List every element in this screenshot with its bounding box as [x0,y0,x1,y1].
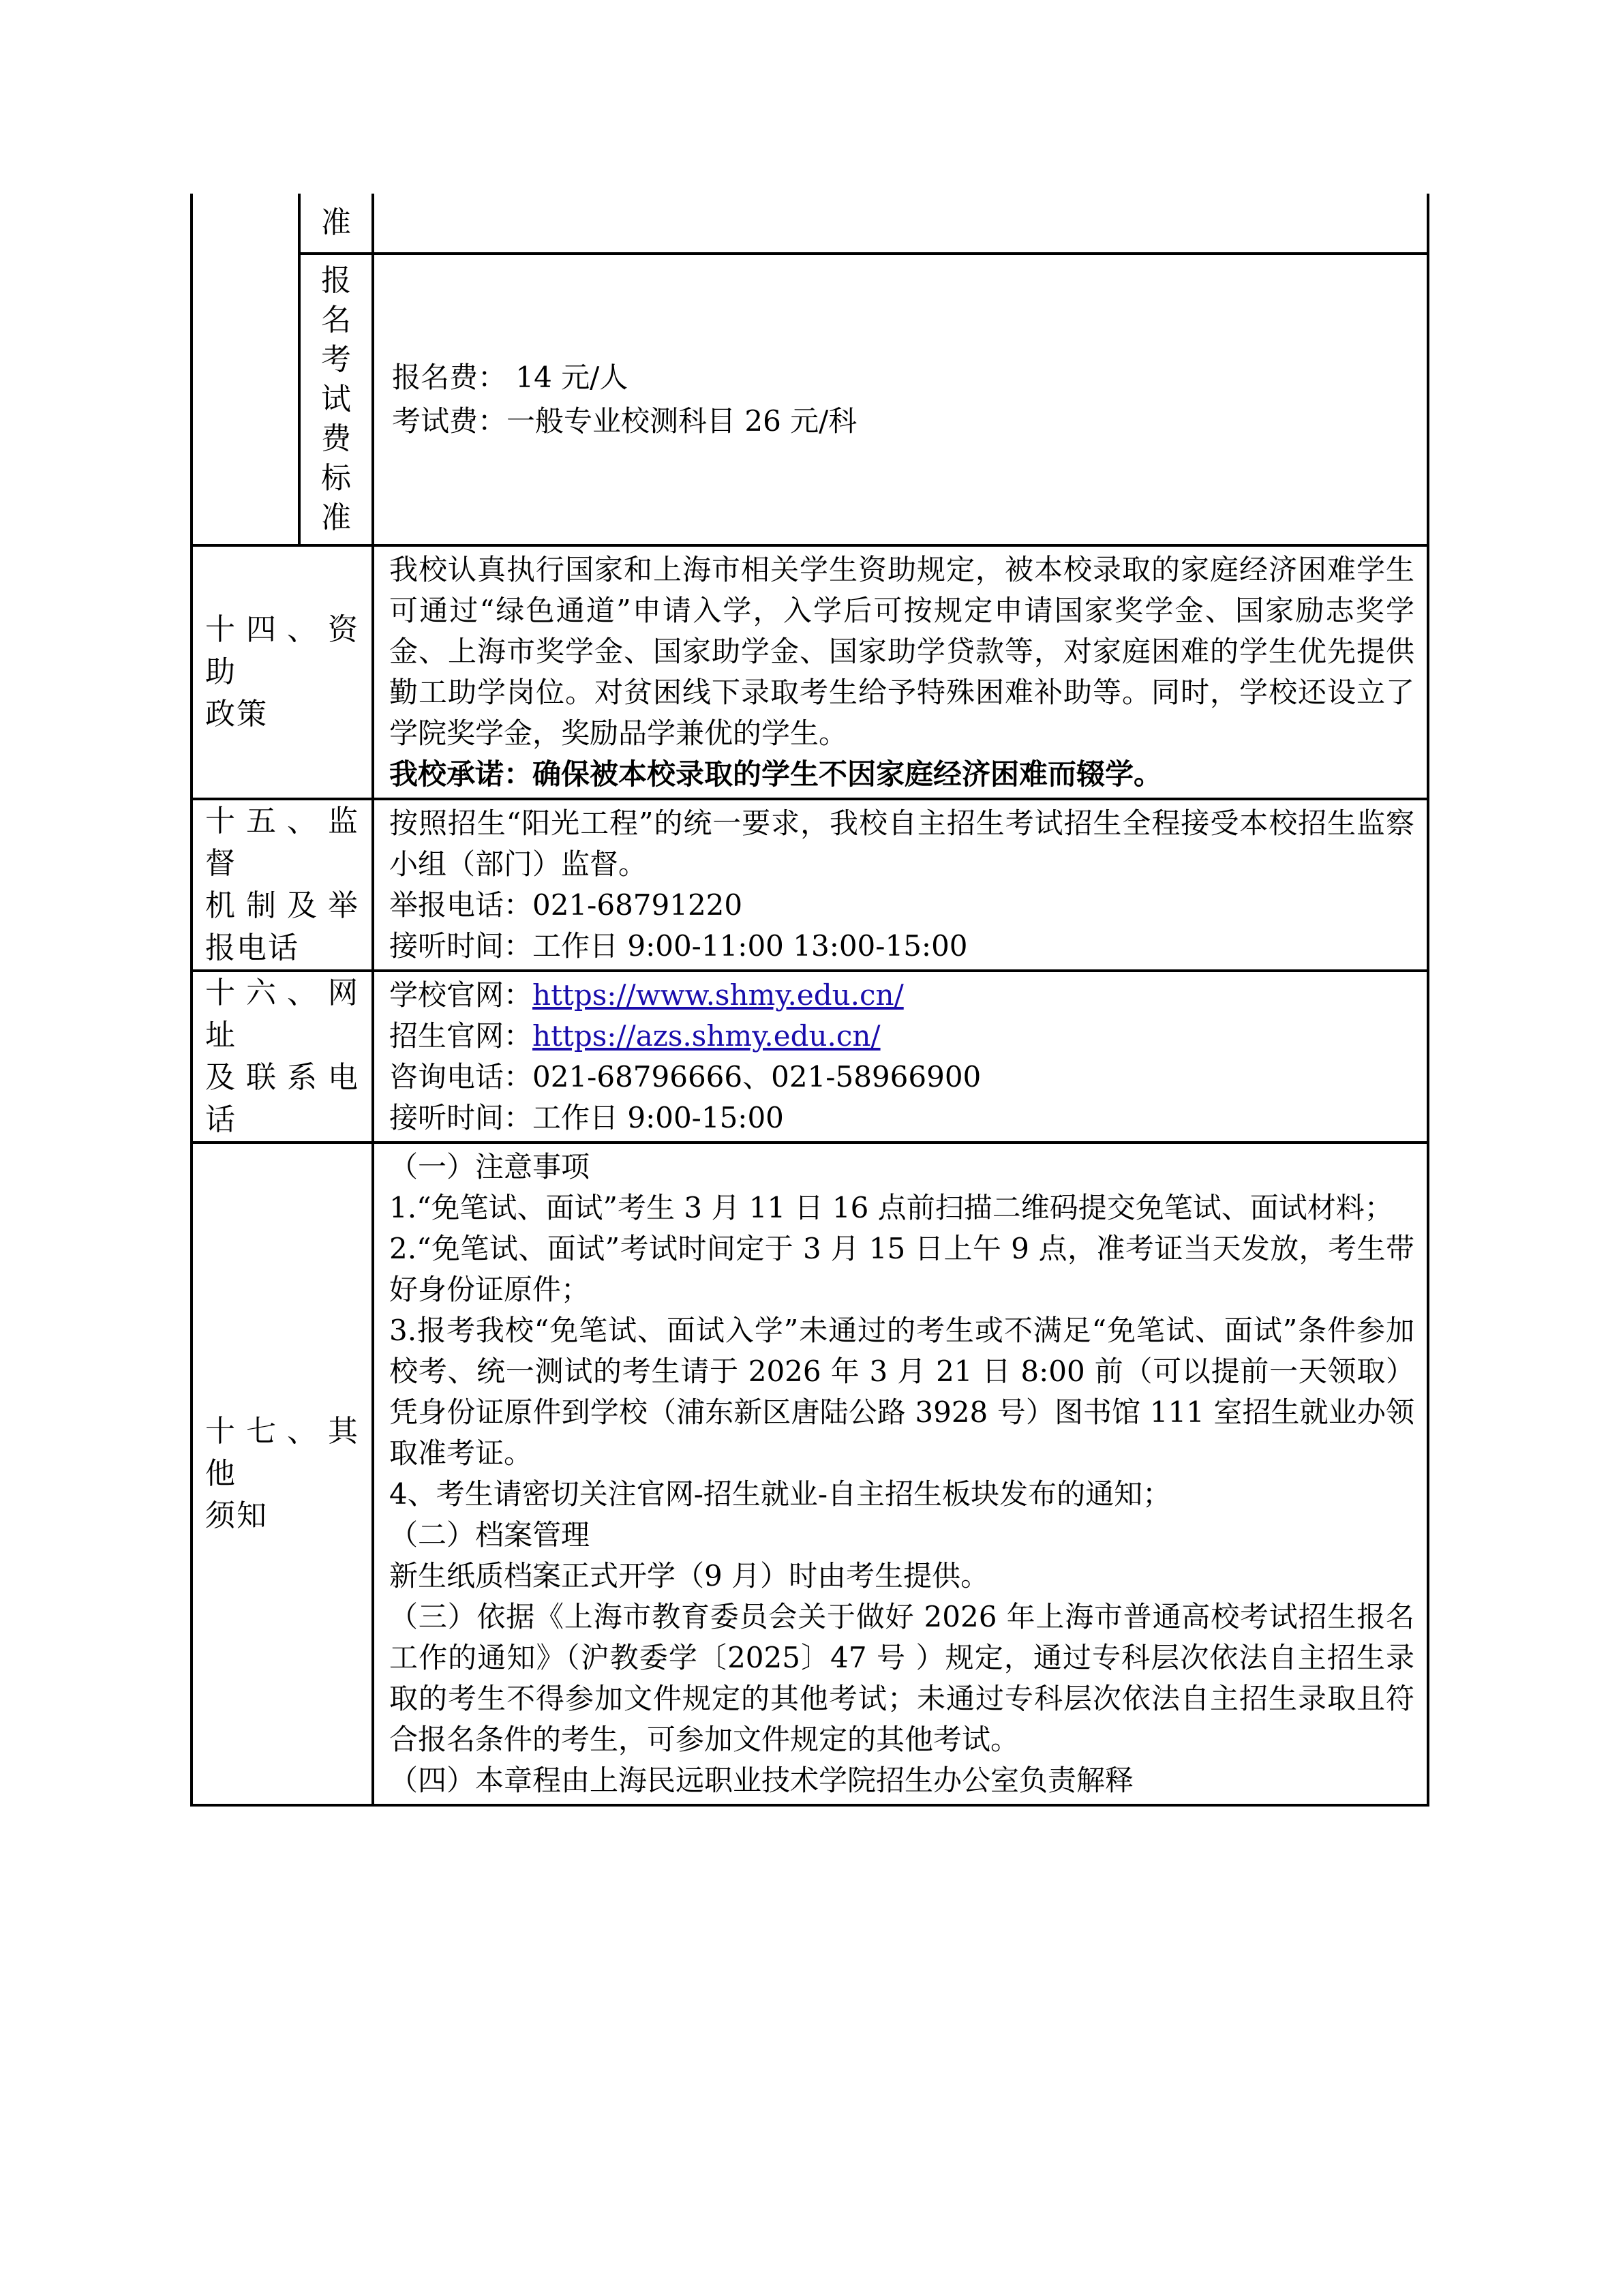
school-site-line [389,975,1414,1016]
admission-table [190,194,1429,1807]
report-phone: 举报电话：021-68791220 [389,888,743,922]
registration-fee: 报名费： 14 元/人 [392,361,628,394]
section15-content [373,799,1428,971]
fee-content-cell [373,254,1428,545]
section16-label-line: 及联系电 [205,1060,359,1095]
section15-paragraph: 按照招生“阳光工程”的统一要求，我校自主招生考试招生全程接受本校招生监察小组（部门）监督。 [389,806,1414,881]
section15-label-line: 十五、监督 [205,804,359,881]
exam-fee: 考试费：一般专业校测科目 26 元/科 [392,404,858,438]
table-row-section15 [192,799,1428,971]
section14-paragraph: 我校认真执行国家和上海市相关学生资助规定，被本校录取的家庭经济困难学生可通过“绿色通道”申请入学，入学后可按规定申请国家奖学金、国家励志奖学金、上海市奖学金、国家助学金、国家助学贷款等，对家庭困难的学生优先提供勤工助学岗位。对贫困线下录取考生给予特殊困难补助等。同时，学校还设立了学院奖学金，奖励品学兼优的学生。 [389,553,1414,750]
table-row-fee [192,254,1428,545]
section16-label [192,971,373,1143]
notice-item: 1.“免笔试、面试”考生 3 月 11 日 16 点前扫描二维码提交免笔试、面试材料； [389,1191,1393,1224]
admission-site-line [389,1016,1414,1057]
consult-phone: 咨询电话：021-68796666、021-58966900 [389,1060,982,1093]
fee-label-char: 标 [321,461,351,496]
fee-label-char: 报 [321,263,351,298]
table-row-section16 [192,971,1428,1143]
school-site-link[interactable]: https://www.shmy.edu.cn/ [532,978,904,1012]
section15-label [192,799,373,971]
standard-content-cell [373,194,1428,254]
table-row-section17 [192,1143,1428,1805]
table-row-section14 [192,545,1428,799]
section16-content [373,971,1428,1143]
section13-label-cell [192,194,299,545]
notice-heading: （一）注意事项 [389,1150,590,1183]
section15-label-line: 报电话 [205,931,299,965]
section17-content [373,1143,1428,1805]
section14-promise: 我校承诺：确保被本校录取的学生不因家庭经济困难而辍学。 [389,757,1163,791]
fee-label-char: 名 [321,303,351,337]
school-site-label: 学校官网： [389,978,533,1012]
fee-label-char: 试 [321,382,351,417]
notice-item: 3.报考我校“免笔试、面试入学”未通过的考生或不满足“免笔试、面试”条件参加校考、统一测试的考生请于 2026 年 3 月 21 日 8:00 前（可以提前一天领取）凭身份证原件到学校（浦东新区唐陆公路 3928 号）图书馆 111 室招生就业办领取准考证。 [389,1314,1414,1470]
standard-label-cell [299,194,373,254]
section16-label-line: 十六、网址 [205,976,359,1053]
archive-item: 新生纸质档案正式开学（9 月）时由考生提供。 [389,1559,990,1592]
section17-label-line: 须知 [205,1498,268,1533]
section14-content [373,545,1428,799]
interpretation-item: （四）本章程由上海民远职业技术学院招生办公室负责解释 [389,1764,1134,1797]
section14-label-line: 十四、资助 [205,612,359,689]
fee-label-char: 费 [321,421,351,456]
fee-label-cell [299,254,373,545]
regulation-item: （三）依据《上海市教育委员会关于做好 2026 年上海市普通高校考试招生报名工作的通知》（沪教委学〔2025〕47 号 ）规定，通过专科层次依法自主招生录取的考生不得参加文件规定的其他考试；未通过专科层次依法自主招生录取且符合报名条件的考生，可参加文件规定的其他考试。 [389,1600,1414,1756]
section17-label [192,1143,373,1805]
section15-label-line: 机制及举 [205,888,359,923]
notice-item: 2.“免笔试、面试”考试时间定于 3 月 15 日上午 9 点，准考证当天发放，考生带好身份证原件； [389,1232,1414,1306]
fee-label-char: 考 [321,342,351,377]
section14-label-line: 政策 [205,697,268,731]
section16-label-line: 话 [205,1102,237,1137]
standard-label-char: 准 [321,205,351,240]
notice-item: 4、考生请密切关注官网-招生就业-自主招生板块发布的通知； [389,1477,1172,1511]
admission-site-link[interactable]: https://azs.shmy.edu.cn/ [532,1019,881,1053]
table-row-standard-tail [192,194,1428,254]
fee-label-char: 准 [321,500,351,535]
archive-heading: （二）档案管理 [389,1518,590,1552]
section14-label [192,545,373,799]
section17-label-line: 十七、其他 [205,1414,359,1491]
consult-hours: 接听时间：工作日 9:00-15:00 [389,1101,784,1134]
admission-site-label: 招生官网： [389,1019,533,1053]
report-hours: 接听时间：工作日 9:00-11:00 13:00-15:00 [389,929,968,963]
